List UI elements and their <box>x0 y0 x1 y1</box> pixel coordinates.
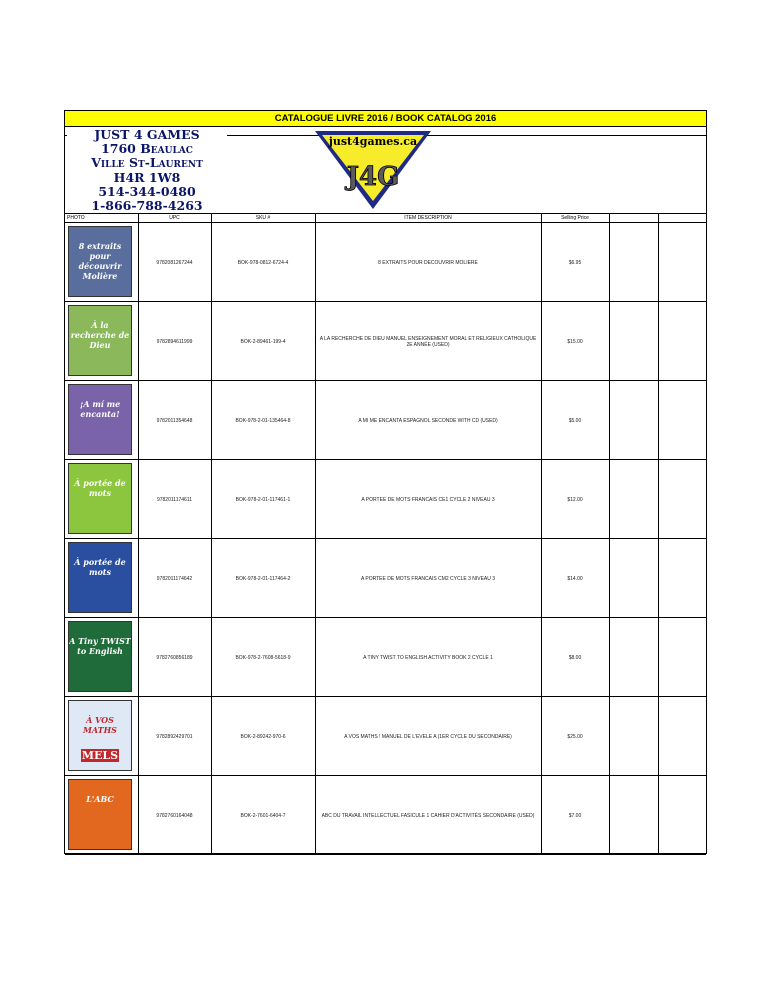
book-cover-image <box>68 700 132 771</box>
book-cover-title: L'ABC <box>86 794 114 804</box>
book-cover-image <box>68 621 132 692</box>
store-address-line1: 1760 Beaulac <box>101 141 193 157</box>
book-cover-image <box>68 463 132 534</box>
column-header-description: ITEM DESCRIPTION <box>404 215 452 221</box>
book-cover-image <box>68 779 132 850</box>
j4g-logo <box>313 129 433 211</box>
book-cover-title: À la recherche de Dieu <box>70 320 130 350</box>
price-cell: $5.00 <box>568 417 582 424</box>
description-cell: A MI ME ENCANTA ESPAGNOL SECONDE WITH CD (USED) <box>358 417 498 424</box>
upc-cell: 9782011174642 <box>156 575 193 582</box>
book-cover-title: A Tiny TWIST to English <box>69 636 131 656</box>
table-row <box>65 776 706 855</box>
book-cover-title: 8 extraits pour découvrir Molière <box>78 241 122 281</box>
table-row <box>65 223 706 302</box>
price-cell: $14.00 <box>567 575 583 582</box>
store-toll-free: 1-866-788-4263 <box>91 198 203 214</box>
book-cover-title: À portée de mots <box>74 557 126 577</box>
book-cover-image <box>68 384 132 455</box>
store-name: JUST 4 GAMES <box>94 127 200 142</box>
sku-cell: BOK-978-2-7608-5618-9 <box>235 654 291 661</box>
price-cell: $6.95 <box>568 259 582 266</box>
price-cell: $8.00 <box>568 654 582 661</box>
table-row <box>65 618 706 697</box>
column-header-upc: UPC <box>169 215 180 221</box>
logo-mark: J4G <box>346 162 400 192</box>
sku-cell: BOK-978-2-01-117464-2 <box>235 575 291 582</box>
book-cover-image <box>68 226 132 297</box>
column-header-photo: PHOTO <box>67 215 85 221</box>
catalog-title: CATALOGUE LIVRE 2016 / BOOK CATALOG 2016 <box>65 111 706 127</box>
book-cover-title: À VOS MATHS <box>83 715 117 735</box>
table-row <box>65 539 706 618</box>
upc-cell: 9782760164048 <box>156 812 193 819</box>
table-row <box>65 460 706 539</box>
store-phone: 514-344-0480 <box>98 183 196 199</box>
upc-cell: 9782894611999 <box>156 338 193 345</box>
description-cell: A TINY TWIST TO ENGLISH ACTIVITY BOOK 2 CYCLE 1 <box>363 654 493 661</box>
sku-cell: BOK-2-7601-6404-7 <box>240 812 286 819</box>
price-cell: $12.00 <box>567 496 583 503</box>
description-cell: ABC DU TRAVAIL INTELLECTUEL FASICULE 1 CAHIER D'ACTIVITÉS SECONDAIRE (USED) <box>321 812 535 819</box>
sku-cell: BOK-2-89242-970-6 <box>240 733 286 740</box>
book-cover-badge: MELS <box>81 749 119 762</box>
book-cover-image <box>68 542 132 613</box>
book-cover-title: À portée de mots <box>74 478 126 498</box>
price-cell: $7.00 <box>568 812 582 819</box>
store-postal-code: H4R 1W8 <box>113 169 181 185</box>
sku-cell: BOK-978-2-01-117461-1 <box>235 496 291 503</box>
price-cell: $25.00 <box>567 733 583 740</box>
upc-cell: 9782892429701 <box>156 733 193 740</box>
upc-cell: 9782760856189 <box>156 654 193 661</box>
book-cover-title: ¡A mí me encanta! <box>79 399 121 419</box>
store-address-line2: Ville St-Laurent <box>91 155 203 171</box>
description-cell: A LA RECHERCHE DE DIEU MANUEL ENSEIGNEMENT MORAL ET RELIGIEUX CATHOLIQUE 2E ANNÉE (USED) <box>319 335 537 348</box>
catalog-sheet <box>64 110 707 854</box>
price-cell: $15.00 <box>567 338 583 345</box>
book-cover-image <box>68 305 132 376</box>
table-row <box>65 381 706 460</box>
upc-cell: 9782011354648 <box>156 417 193 424</box>
description-cell: A PORTEE DE MOTS FRANCAIS CE1 CYCLE 2 NIVEAU 3 <box>361 496 495 503</box>
logo-site: just4games.ca <box>328 135 418 148</box>
column-header-price: Selling Price <box>561 215 589 221</box>
store-contact-block <box>67 127 227 213</box>
table-row <box>65 697 706 776</box>
sku-cell: BOK-978-2-01-135464-8 <box>235 417 291 424</box>
column-header-sku: SKU # <box>255 215 271 221</box>
upc-cell: 9782081267244 <box>156 259 193 266</box>
description-cell: 8 EXTRAITS POUR DECOUVRIR MOLIERE <box>378 259 478 266</box>
description-cell: A VOS MATHS ! MANUEL DE L'EVELE A (1ER CYCLE DU SECONDAIRE) <box>344 733 512 740</box>
sku-cell: BOK-978-0812-6724-4 <box>237 259 289 266</box>
description-cell: A PORTEE DE MOTS FRANCAIS CM2 CYCLE 3 NIVEAU 3 <box>360 575 496 582</box>
upc-cell: 9782011174611 <box>156 496 193 503</box>
table-row <box>65 302 706 381</box>
sku-cell: BOK-2-89461-199-4 <box>240 338 286 345</box>
